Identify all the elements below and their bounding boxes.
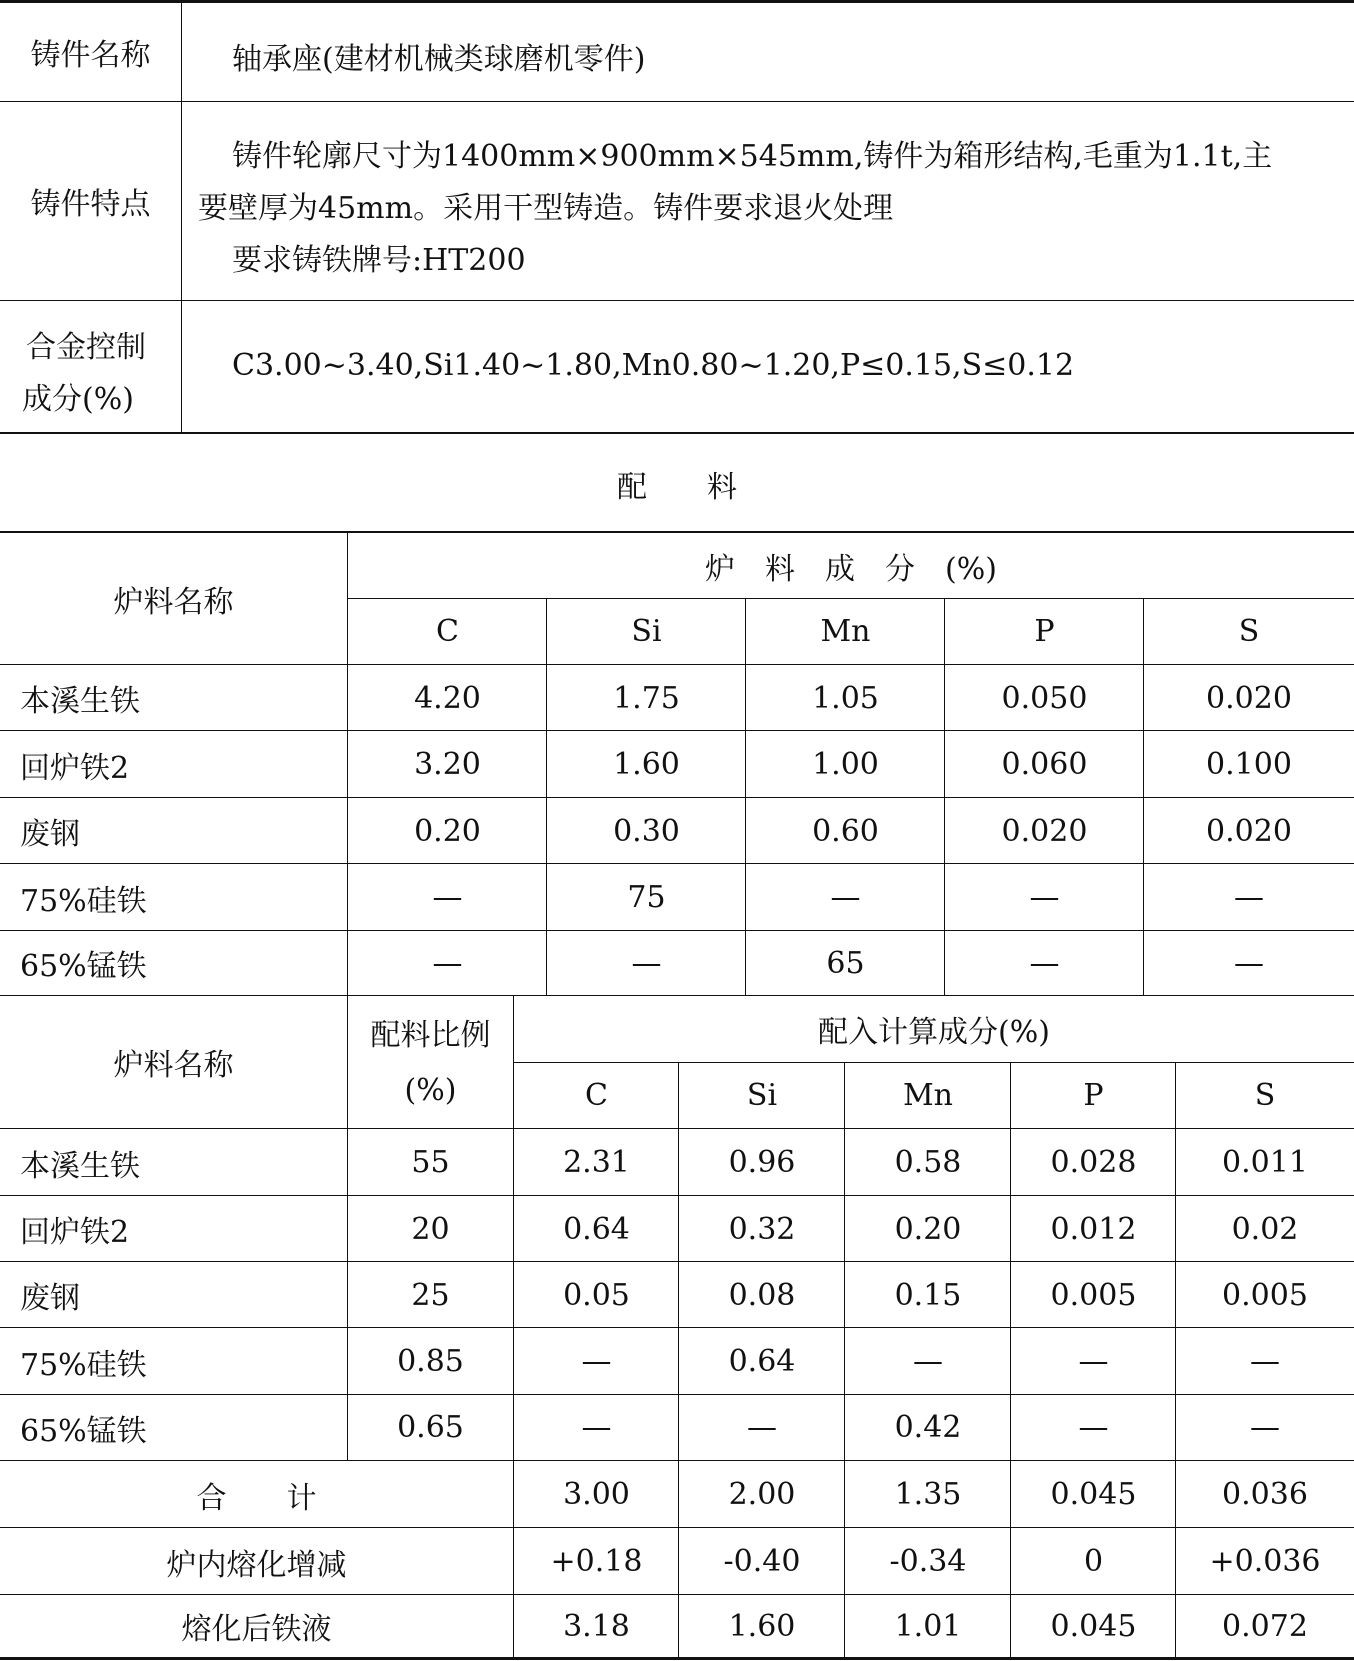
table1-name-header: 炉料名称 (113, 584, 234, 620)
table2-row-name: 废钢 (20, 1281, 80, 1316)
rule (0, 1657, 1354, 1660)
table1-cell: 1.00 (812, 747, 879, 782)
table1-cell: 0.060 (1001, 747, 1088, 782)
rule (0, 0, 1354, 3)
table2-ratio: 55 (411, 1145, 450, 1180)
table2-cell: 0.02 (1231, 1211, 1299, 1247)
table1-cell: 65 (826, 945, 865, 981)
summary-cell: 0.045 (1050, 1608, 1137, 1644)
table2-cell: 0.05 (563, 1277, 630, 1313)
table2-cell: 0.64 (728, 1344, 796, 1379)
table2-cell: 0.005 (1222, 1277, 1308, 1313)
table1-row-name: 本溪生铁 (20, 684, 140, 719)
table1-column-header: Si (631, 614, 662, 649)
table2-cell: 0.15 (894, 1277, 962, 1313)
table2-cell: — (913, 1344, 943, 1379)
summary-cell: 0.072 (1222, 1608, 1308, 1644)
summary-cell: 2.00 (728, 1477, 796, 1512)
table1-group-header: 炉 料 成 分 (%) (705, 551, 997, 587)
table1-cell: 3.20 (414, 747, 481, 782)
summary-cell: -0.34 (889, 1544, 967, 1579)
table2-cell: — (1078, 1344, 1109, 1379)
summary-cell: +0.036 (1209, 1544, 1321, 1579)
table2-cell: — (1078, 1410, 1109, 1445)
table1-column-header: C (436, 614, 459, 649)
rule (181, 0, 182, 433)
table1-cell: — (1029, 880, 1060, 915)
casting-feature-label: 铸件特点 (30, 187, 151, 222)
table1-cell: 0.020 (1206, 813, 1292, 849)
rule (0, 432, 1354, 434)
table2-cell: 0.20 (894, 1211, 962, 1247)
rule (0, 300, 1354, 301)
table1-cell: 1.05 (812, 680, 879, 716)
table1-cell: 4.20 (414, 680, 481, 716)
table2-row-name: 65%锰铁 (20, 1413, 147, 1449)
table2-ratio: 20 (411, 1211, 450, 1247)
table1-row-name: 65%锰铁 (20, 949, 147, 984)
table1-row-name: 回炉铁2 (20, 750, 130, 786)
table2-name-header: 炉料名称 (113, 1048, 234, 1083)
alloy-control-label: 成分(%) (22, 382, 134, 417)
summary-cell: +0.18 (550, 1544, 643, 1579)
casting-feature-line: 要求铸铁牌号:HT200 (232, 243, 526, 278)
table2-cell: 2.31 (563, 1145, 630, 1180)
table2-cell: — (581, 1410, 612, 1445)
table1-cell: 0.30 (613, 813, 680, 849)
table1-cell: — (1029, 945, 1060, 981)
table1-column-header: S (1238, 614, 1260, 649)
summary-cell: 0.045 (1050, 1477, 1137, 1512)
rule (0, 101, 1354, 102)
table2-row-name: 75%硅铁 (20, 1347, 147, 1383)
table1-column-header: P (1034, 614, 1055, 649)
table2-cell: 0.005 (1050, 1277, 1137, 1313)
casting-name-value: 轴承座(建材机械类球磨机零件) (232, 42, 646, 77)
casting-name-label: 铸件名称 (30, 38, 151, 73)
summary-cell: 3.18 (563, 1608, 630, 1644)
section-title: 配 料 (617, 470, 737, 505)
table2-row-name: 回炉铁2 (20, 1215, 130, 1250)
summary-cell: 3.00 (563, 1477, 630, 1512)
table2-cell: — (1250, 1344, 1280, 1379)
summary-cell: 1.60 (728, 1608, 796, 1644)
table2-cell: — (581, 1344, 612, 1379)
summary-cell: 1.35 (894, 1477, 962, 1512)
table2-column-header: Si (746, 1078, 778, 1113)
table2-group-header: 配入计算成分(%) (818, 1015, 1050, 1050)
table1-cell: — (830, 880, 861, 915)
table2-column-header: C (585, 1078, 608, 1113)
table1-row-name: 废钢 (20, 817, 80, 852)
table1-cell: 0.20 (414, 813, 481, 849)
table2-ratio-header: 配料比例 (370, 1018, 491, 1053)
table2-cell: 0.011 (1222, 1145, 1308, 1180)
table1-cell: 0.60 (812, 813, 879, 849)
table1-cell: 1.75 (613, 680, 680, 716)
alloy-control-value: C3.00~3.40,Si1.40~1.80,Mn0.80~1.20,P≤0.15,S≤0.12 (232, 348, 1075, 383)
summary-label: 熔化后铁液 (181, 1612, 332, 1647)
table1-cell: 0.050 (1001, 680, 1088, 716)
table2-cell: — (1250, 1410, 1280, 1445)
table1-cell: 75 (627, 880, 666, 915)
table2-row-name: 本溪生铁 (20, 1148, 140, 1184)
table2-cell: 0.32 (728, 1211, 796, 1247)
summary-label: 炉内熔化增减 (166, 1547, 347, 1583)
table2-ratio: 0.65 (397, 1410, 464, 1445)
summary-cell: -0.40 (723, 1544, 801, 1579)
summary-cell: 0 (1083, 1544, 1104, 1579)
table1-cell: — (1234, 945, 1264, 981)
table2-cell: 0.42 (894, 1410, 962, 1445)
table1-column-header: Mn (820, 614, 871, 649)
casting-feature-line: 要壁厚为45mm。采用干型铸造。铸件要求退火处理 (198, 191, 894, 226)
table1-row-name: 75%硅铁 (20, 883, 147, 919)
summary-cell: 1.01 (894, 1608, 962, 1644)
table1-cell: — (432, 945, 463, 981)
table2-ratio-header: (%) (404, 1072, 457, 1108)
table2-ratio: 0.85 (397, 1344, 464, 1379)
table2-column-header: Mn (902, 1078, 954, 1113)
table1-cell: 1.60 (613, 747, 680, 782)
table1-cell: — (631, 945, 662, 981)
table2-cell: 0.58 (894, 1145, 962, 1180)
summary-label: 合 计 (196, 1480, 317, 1516)
table1-cell: 0.020 (1206, 680, 1292, 716)
table1-cell: 0.020 (1001, 813, 1088, 849)
casting-feature-line: 铸件轮廓尺寸为1400mm×900mm×545mm,铸件为箱形结构,毛重为1.1t,主 (232, 139, 1273, 174)
table1-cell: 0.100 (1206, 747, 1292, 782)
table2-cell: 0.012 (1050, 1211, 1137, 1247)
table2-column-header: S (1254, 1078, 1276, 1113)
summary-cell: 0.036 (1222, 1477, 1308, 1512)
table1-cell: — (1234, 880, 1264, 915)
table2-column-header: P (1083, 1078, 1104, 1113)
table2-cell: 0.028 (1050, 1145, 1137, 1180)
table2-cell: — (747, 1410, 777, 1445)
table1-cell: — (432, 880, 463, 915)
table2-cell: 0.96 (728, 1145, 796, 1180)
alloy-control-label: 合金控制 (26, 330, 146, 365)
table2-ratio: 25 (411, 1277, 450, 1313)
table2-cell: 0.64 (563, 1211, 630, 1247)
table2-cell: 0.08 (728, 1277, 796, 1313)
